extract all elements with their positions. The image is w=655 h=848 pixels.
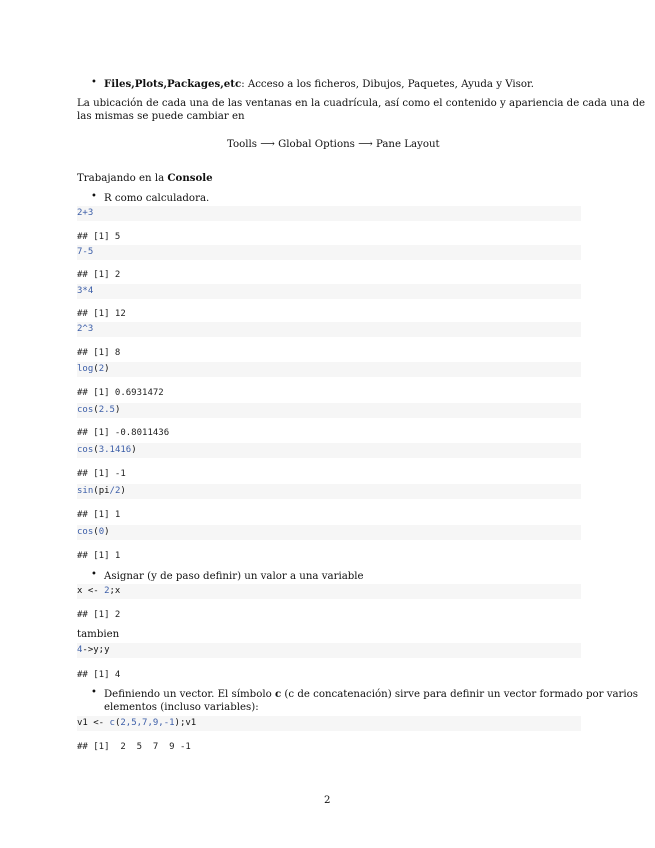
function-name: sin — [77, 486, 94, 496]
code-text: ;v1 — [179, 718, 197, 728]
code-block — [77, 206, 581, 221]
code-block — [77, 525, 581, 540]
paragraph-line-2: las mismas se puede cambiar en — [77, 111, 245, 122]
output-line: ## [1] -1 — [77, 469, 126, 479]
console-heading-bold: Console — [167, 172, 213, 184]
bullet-assign: Asignar (y de paso definir) un valor a una variable — [104, 571, 364, 582]
code-arg: 2 — [114, 486, 121, 496]
bullet-vector-bold: c — [274, 688, 282, 700]
bullet-dot: • — [91, 77, 97, 88]
code-text: ->y;y — [82, 645, 110, 655]
code-line: v1 <- c(2,5,7,9,-1);v1 — [77, 718, 197, 728]
code-block — [77, 643, 581, 658]
code-block — [77, 584, 581, 599]
bullet-dot: • — [91, 569, 97, 580]
code-text: 7-5 — [77, 247, 94, 257]
code-arg: 3.1416 — [98, 445, 132, 455]
code-arg: 2.5 — [98, 405, 115, 415]
bullet-vector-line-2: elementos (incluso variables): — [104, 702, 259, 713]
code-line: sin(pi/2) — [77, 486, 126, 496]
code-number: 2 — [104, 586, 110, 596]
console-heading — [77, 172, 213, 185]
bullet-vector-post: (c de concatenación) sirve para definir un vector formado por varios — [281, 689, 639, 700]
code-block — [77, 443, 581, 458]
code-block — [77, 362, 581, 377]
code-arg: pi — [98, 486, 110, 496]
console-heading-prefix: Trabajando en la — [77, 173, 168, 184]
code-block — [77, 403, 581, 418]
code-number: 4 — [77, 645, 83, 655]
page-number: 2 — [324, 795, 331, 806]
function-name: log — [77, 364, 94, 374]
files-plots-bold: Files,Plots,Packages,etc — [104, 78, 242, 90]
output-line: ## [1] 2 — [77, 270, 121, 280]
code-arg: 2,5,7,9,-1 — [120, 718, 175, 728]
code-text: v1 <- — [77, 718, 110, 728]
code-text: ;x — [109, 586, 121, 596]
files-plots-rest: : Acceso a los ficheros, Dibujos, Paquetes, Ayuda y Visor. — [241, 79, 535, 90]
code-arg: 2 — [98, 364, 105, 374]
output-line: ## [1] 4 — [77, 670, 121, 680]
code-line — [77, 643, 110, 658]
bullet-vector-line-1 — [104, 688, 638, 701]
code-block — [77, 284, 581, 299]
code-text: 2^3 — [77, 324, 94, 334]
code-block — [77, 322, 581, 337]
function-name: cos — [77, 405, 94, 415]
code-line — [77, 584, 120, 599]
output-line: ## [1] 2 — [77, 610, 121, 620]
output-line: ## [1] 5 — [77, 232, 121, 242]
code-line: cos(2.5) — [77, 405, 121, 415]
code-line — [77, 284, 93, 299]
output-line: ## [1] 0.6931472 — [77, 388, 164, 398]
code-text: x <- — [77, 586, 105, 596]
output-line: ## [1] 1 — [77, 551, 121, 561]
bullet-vector-pre: Definiendo un vector. El símbolo — [104, 689, 275, 700]
code-line — [77, 245, 93, 260]
code-block — [77, 484, 581, 499]
code-line — [77, 322, 93, 337]
code-line: log(2) — [77, 364, 110, 374]
code-arg: 0 — [98, 527, 105, 537]
output-line: ## [1] 12 — [77, 309, 126, 319]
menu-path: Toolls ⟶ Global Options ⟶ Pane Layout — [227, 139, 440, 150]
code-line: cos(3.1416) — [77, 445, 137, 455]
function-name: cos — [77, 527, 94, 537]
code-text: 3*4 — [77, 286, 94, 296]
output-line: ## [1] 2 5 7 9 -1 — [77, 742, 191, 752]
bullet-dot: • — [91, 687, 97, 698]
output-line: ## [1] 8 — [77, 348, 121, 358]
output-line: ## [1] -0.8011436 — [77, 428, 170, 438]
function-name: cos — [77, 445, 94, 455]
bullet-calculator: R como calculadora. — [104, 193, 210, 204]
code-line: cos(0) — [77, 527, 110, 537]
files-plots-bullet — [104, 78, 534, 91]
tambien-text: tambien — [77, 629, 120, 640]
code-line — [77, 206, 93, 221]
output-line: ## [1] 1 — [77, 510, 121, 520]
bullet-dot: • — [91, 191, 97, 202]
paragraph-line-1: La ubicación de cada una de las ventanas en la cuadrícula, así como el contenido y apariencia de cada una de — [77, 98, 646, 109]
function-name: c — [109, 718, 115, 728]
code-block — [77, 245, 581, 260]
code-text: 2+3 — [77, 208, 94, 218]
code-operator: / — [109, 486, 115, 496]
